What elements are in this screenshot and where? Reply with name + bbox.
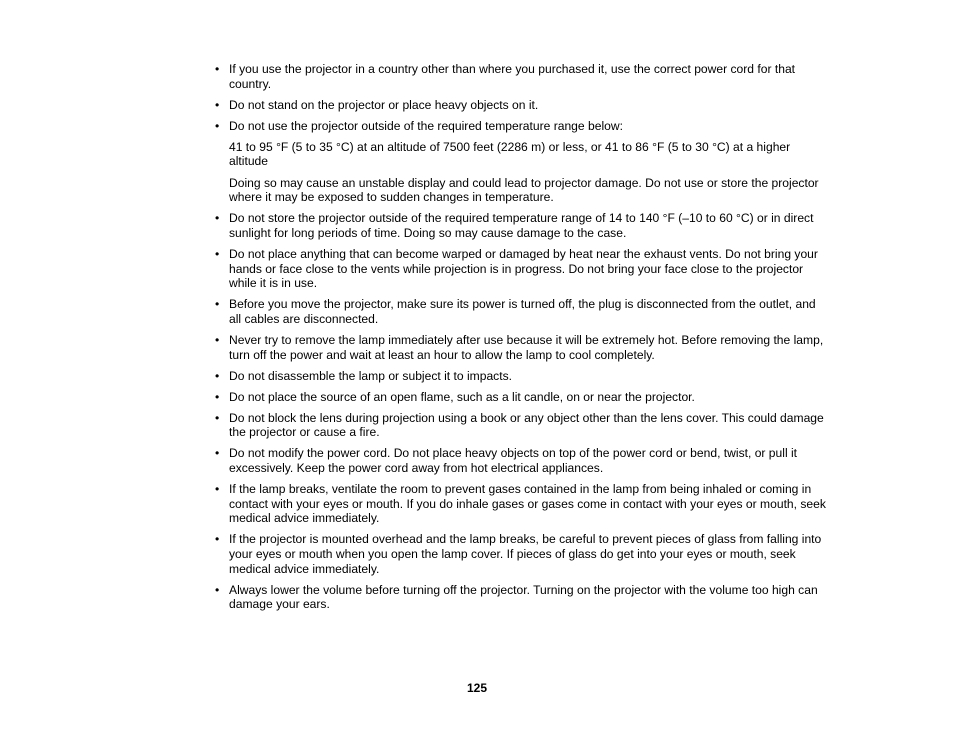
list-item xyxy=(214,390,826,405)
safety-content xyxy=(214,62,826,618)
bullet-text: If the projector is mounted overhead and the lamp breaks, be careful to prevent pieces of glass from falling into your eyes or mouth when you open the lamp cover. If pieces of glass do get into your eyes or mouth, seek medical advice immediately. xyxy=(229,532,822,576)
list-item xyxy=(214,297,826,326)
bullet-text: Do not place anything that can become warped or damaged by heat near the exhaust vents. Do not bring your hands or face close to the vents while projection is in progress. Do not bring your face close to the projector while it is in use. xyxy=(229,246,818,291)
bullet-text: Do not block the lens during projection using a book or any object other than the lens cover. This could damage the projector or cause a fire. xyxy=(229,410,824,440)
bullet-text: If the lamp breaks, ventilate the room to prevent gases contained in the lamp from being inhaled or coming in contact with your eyes or mouth. If you do inhale gases or gases come in contact with your eyes or mouth, seek medical advice immediately. xyxy=(229,482,826,526)
bullet-text: Always lower the volume before turning off the projector. Turning on the projector with the volume too high can damage your ears. xyxy=(229,582,818,612)
bullet-marker: • xyxy=(215,446,220,461)
bullet-marker: • xyxy=(215,410,220,425)
bullet-text: Never try to remove the lamp immediately after use because it will be extremely hot. Before removing the lamp, turn off the power and wait at least an hour to allow the lamp to cool completely. xyxy=(229,332,824,362)
bullet-marker: • xyxy=(215,482,220,497)
bullet-marker: • xyxy=(215,389,220,404)
bullet-text: Do not place the source of an open flame, such as a lit candle, on or near the projector. xyxy=(229,389,695,404)
bullet-marker: • xyxy=(215,368,220,383)
temperature-warning-paragraph: Doing so may cause an unstable display and could lead to projector damage. Do not use or store the projector where it may be exposed to sudden changes in temperature. xyxy=(229,175,819,205)
list-item xyxy=(214,247,826,291)
list-item xyxy=(214,411,826,440)
bullet-marker: • xyxy=(215,118,220,133)
list-item xyxy=(214,98,826,113)
page-number: 125 xyxy=(466,681,488,695)
temperature-range-paragraph: 41 to 95 °F (5 to 35 °C) at an altitude of 7500 feet (2286 m) or less, or 41 to 86 °F (5 to 30 °C) at a higher altitude xyxy=(229,139,791,169)
list-item xyxy=(214,119,826,205)
bullet-text: Do not modify the power cord. Do not place heavy objects on top of the power cord or bend, twist, or pull it excessively. Keep the power cord away from hot electrical appliances. xyxy=(229,446,798,476)
bullet-text: If you use the projector in a country other than where you purchased it, use the correct power cord for that country. xyxy=(229,62,796,91)
bullet-text: Do not use the projector outside of the required temperature range below: xyxy=(229,118,623,133)
list-item xyxy=(214,532,826,576)
list-item xyxy=(214,446,826,475)
bullet-marker: • xyxy=(215,532,220,547)
list-item xyxy=(214,369,826,384)
bullet-marker: • xyxy=(215,582,220,597)
bullet-marker: • xyxy=(215,97,220,112)
list-item xyxy=(214,211,826,240)
list-item xyxy=(214,482,826,526)
bullet-text: Do not stand on the projector or place heavy objects on it. xyxy=(229,97,539,112)
bullet-text: Do not disassemble the lamp or subject it to impacts. xyxy=(229,368,512,383)
list-item xyxy=(214,62,826,91)
safety-bullet-list xyxy=(214,62,826,612)
bullet-marker: • xyxy=(215,332,220,347)
bullet-marker: • xyxy=(215,246,220,261)
bullet-text: Do not store the projector outside of the required temperature range of 14 to 140 °F (–10 to 60 °C) or in direct sunlight for long periods of time. Doing so may cause damage to the case. xyxy=(229,211,814,240)
list-item xyxy=(214,583,826,612)
bullet-text: Before you move the projector, make sure its power is turned off, the plug is disconnected from the outlet, and all cables are disconnected. xyxy=(229,297,816,326)
list-item xyxy=(214,333,826,362)
bullet-marker: • xyxy=(215,297,220,312)
bullet-marker: • xyxy=(215,62,220,76)
bullet-marker: • xyxy=(215,211,220,226)
